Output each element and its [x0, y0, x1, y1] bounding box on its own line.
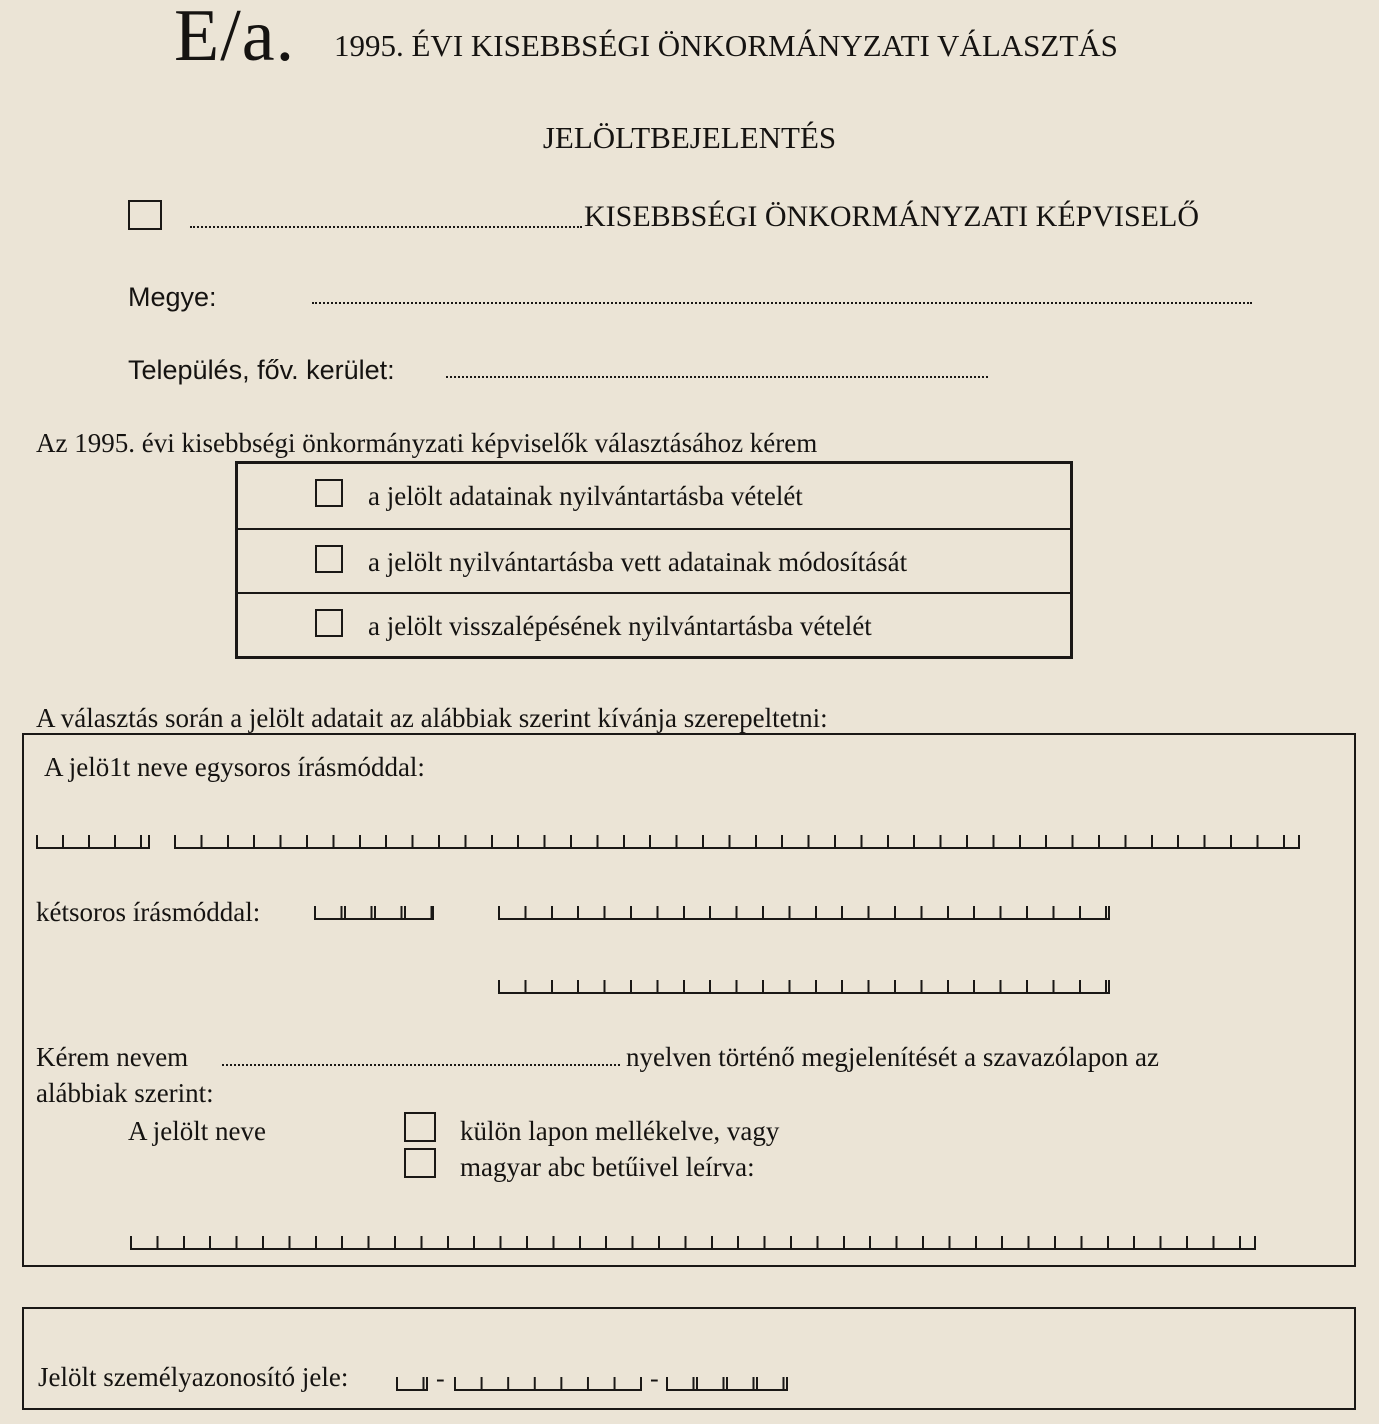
modify-checkbox[interactable]	[315, 545, 343, 573]
request-options-box	[235, 461, 1073, 659]
request-option-label: a jelölt adatainak nyilvántartásba vételét	[368, 481, 803, 511]
language-field[interactable]	[222, 1064, 620, 1066]
candidate-type-label: KISEBBSÉGI ÖNKORMÁNYZATI KÉPVISELŐ	[584, 200, 1199, 233]
identity-field-sex[interactable]	[396, 1377, 428, 1391]
county-field[interactable]	[312, 302, 1252, 304]
hungarian-name-field[interactable]	[130, 1236, 1256, 1250]
identity-field-serial[interactable]	[666, 1377, 788, 1391]
form-subtitle: JELÖLTBEJELENTÉS	[542, 120, 837, 155]
identity-separator: -	[650, 1364, 659, 1393]
attached-sheet-checkbox[interactable]	[404, 1112, 436, 1142]
request-option-withdraw[interactable]	[238, 592, 1070, 656]
single-line-field-part1[interactable]	[36, 835, 150, 849]
county-label: Megye:	[128, 282, 217, 312]
request-intro: Az 1995. évi kisebbségi önkormányzati képviselők választásához kérem	[36, 428, 818, 458]
minority-name-field[interactable]	[190, 226, 582, 228]
two-line-field-prefix[interactable]	[314, 906, 434, 920]
two-line-field-row2[interactable]	[498, 980, 1110, 994]
two-line-label: kétsoros írásmóddal:	[36, 897, 261, 927]
single-line-label: A jelö1t neve egysoros írásmóddal:	[44, 752, 425, 782]
language-line2: alábbiak szerint:	[36, 1078, 214, 1108]
language-prefix: Kérem nevem	[36, 1042, 189, 1072]
name-option-label: külön lapon mellékelve, vagy	[460, 1116, 780, 1146]
identity-label: Jelölt személyazonosító jele:	[38, 1362, 349, 1392]
settlement-label: Település, főv. kerület:	[128, 355, 395, 385]
display-intro: A választás során a jelölt adatait az alábbiak szerint kívánja szerepeltetni:	[36, 703, 828, 733]
request-option-label: a jelölt nyilvántartásba vett adatainak módosítását	[368, 547, 908, 577]
candidate-type-checkbox[interactable]	[128, 200, 162, 230]
single-line-field-part2[interactable]	[174, 835, 1300, 849]
request-option-modify[interactable]	[238, 528, 1070, 592]
identity-box	[22, 1307, 1356, 1410]
request-option-register[interactable]	[238, 464, 1070, 526]
settlement-field[interactable]	[446, 376, 988, 378]
name-label: A jelölt neve	[128, 1116, 266, 1146]
request-option-label: a jelölt visszalépésének nyilvántartásba vételét	[368, 611, 872, 641]
two-line-field-row1[interactable]	[498, 906, 1110, 920]
register-checkbox[interactable]	[315, 479, 343, 507]
display-box	[22, 733, 1356, 1267]
name-option-label: magyar abc betűivel leírva:	[460, 1152, 755, 1182]
form-title: 1995. ÉVI KISEBBSÉGI ÖNKORMÁNYZATI VÁLASZTÁS	[334, 28, 1118, 63]
identity-field-birthdate[interactable]	[454, 1377, 642, 1391]
withdraw-checkbox[interactable]	[315, 609, 343, 637]
language-suffix: nyelven történő megjelenítését a szavazólapon az	[626, 1042, 1160, 1072]
identity-separator: -	[436, 1364, 445, 1393]
hungarian-letters-checkbox[interactable]	[404, 1148, 436, 1178]
form-code: E/a.	[174, 0, 296, 77]
